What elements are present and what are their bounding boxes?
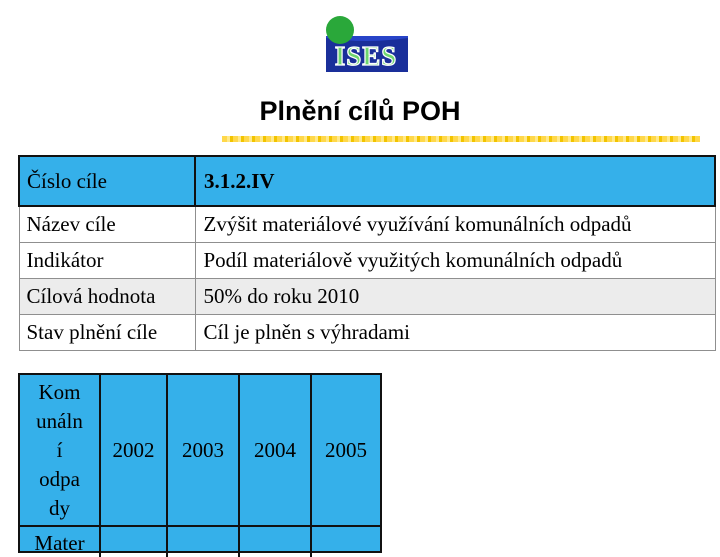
value-cell: Zvýšit materiálové využívání komunálních odpadů	[195, 206, 715, 243]
label-cell: Stav plnění cíle	[19, 315, 195, 351]
year-header-cell: 2004	[240, 375, 312, 525]
table-row	[19, 315, 715, 351]
row-header-line: unáln	[36, 408, 83, 433]
row-header-line: odpa	[39, 466, 80, 491]
column-divider	[168, 527, 240, 557]
row-header-line: í	[56, 437, 63, 462]
column-divider	[101, 527, 168, 557]
table-row	[19, 156, 715, 206]
title-underline	[222, 136, 700, 142]
label-cell: Číslo cíle	[19, 156, 195, 206]
label-cell: Indikátor	[19, 243, 195, 279]
value-cell: 3.1.2.IV	[195, 156, 715, 206]
ises-logo	[318, 14, 414, 76]
year-header-cell: 2003	[168, 375, 240, 525]
column-divider	[240, 527, 312, 557]
label-cell: Cílová hodnota	[19, 279, 195, 315]
value-cell: Podíl materiálově využitých komunálních odpadů	[195, 243, 715, 279]
value-cell: Cíl je plněn s výhradami	[195, 315, 715, 351]
row-label: Mater	[34, 531, 85, 555]
goal-info-table	[18, 155, 716, 351]
logo-text: ISES	[334, 41, 398, 71]
row-header-line: Kom	[38, 379, 81, 404]
table-row	[19, 206, 715, 243]
value-cell: 50% do roku 2010	[195, 279, 715, 315]
row-header-cell	[20, 375, 101, 525]
label-cell: Název cíle	[19, 206, 195, 243]
year-table	[18, 373, 382, 553]
table-row	[19, 243, 715, 279]
year-header-cell: 2002	[101, 375, 168, 525]
year-header-cell: 2005	[325, 437, 367, 462]
table-row	[19, 279, 715, 315]
page-title: Plnění cílů POH	[259, 96, 461, 126]
row-header-line: dy	[49, 495, 70, 520]
